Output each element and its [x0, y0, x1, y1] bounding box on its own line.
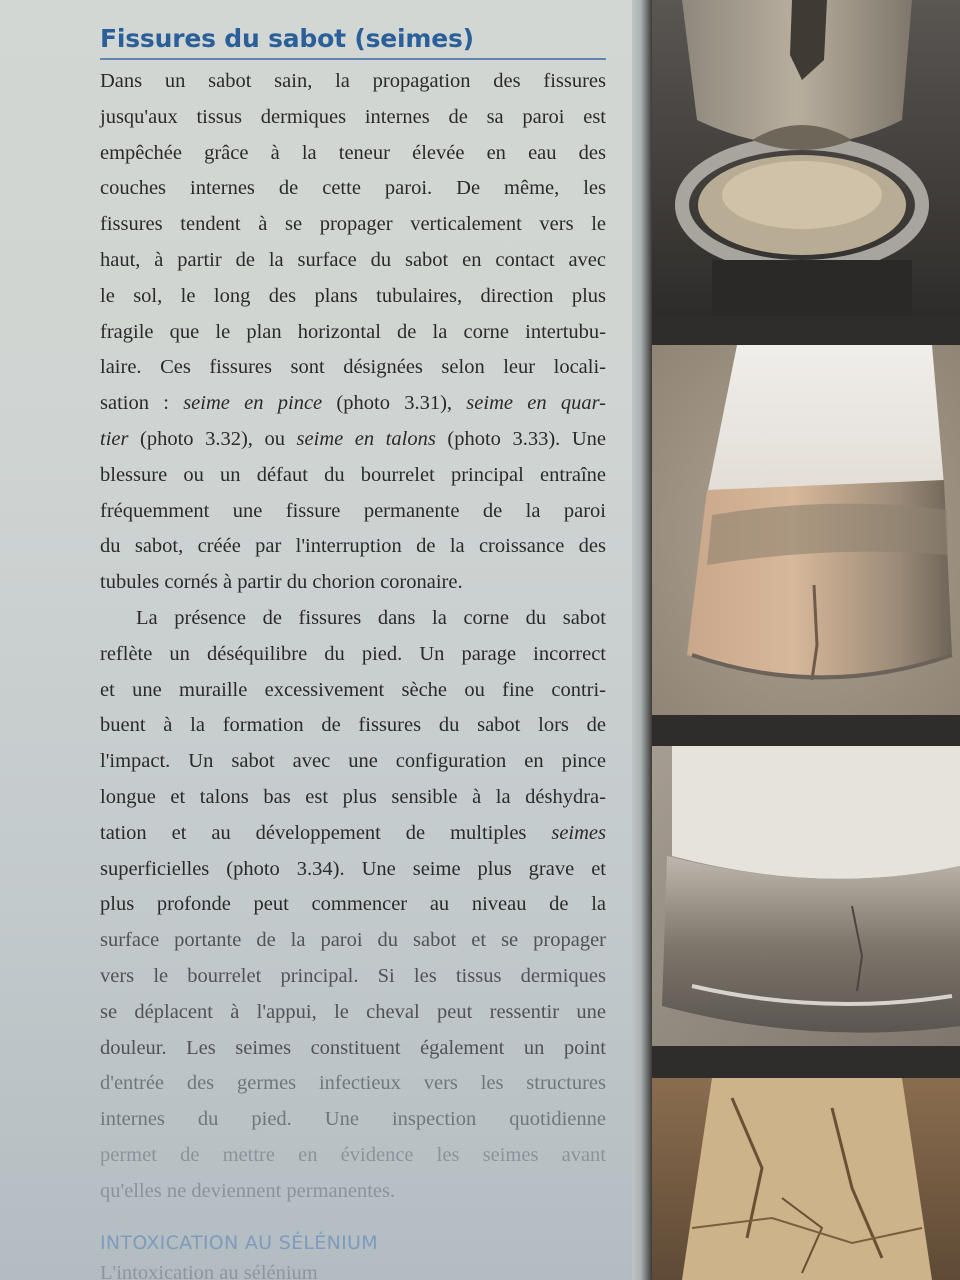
section-title: Fissures du sabot (seimes): [100, 24, 474, 53]
text-line: fragile que le plan horizontal de la corne intertubu-: [100, 320, 606, 343]
photo-hoof-shoe-underside: [652, 0, 960, 316]
emphasis-tier: tier: [100, 427, 129, 450]
text-line: buent à la formation de fissures du sabot lors de: [100, 714, 606, 737]
text-line: reflète un déséquilibre du pied. Un parage incorrect: [100, 642, 606, 665]
text-line: blessure ou un défaut du bourrelet principal entraîne: [100, 463, 606, 486]
emphasis-seimes: seimes: [551, 821, 606, 844]
text-line: et une muraille excessivement sèche ou fine contri-: [100, 678, 606, 701]
text-line: plus profonde peut commencer au niveau de la: [100, 893, 606, 916]
text-run: (photo 3.32), ou: [128, 427, 297, 450]
photo-hoof-heel-crack: [652, 1078, 960, 1280]
text-line: d'entrée des germes infectieux vers les structures: [100, 1072, 606, 1095]
text-line: Dans un sabot sain, la propagation des fissures: [100, 70, 606, 92]
text-line: l'impact. Un sabot avec une configuration en pince: [100, 750, 606, 773]
photo-hoof-toe-crack: [652, 345, 960, 715]
text-line: jusqu'aux tissus dermiques internes de sa paroi est: [100, 105, 606, 128]
text-line: permet de mettre en évidence les seimes avant: [100, 1143, 606, 1166]
photo-column: [652, 0, 960, 1280]
page-edge: [632, 0, 652, 1280]
text-line: [100, 422, 606, 458]
text-line: fissures tendent à se propager verticalement vers le: [100, 213, 606, 236]
emphasis-seime-en-quartier: seime en quar-: [466, 392, 606, 415]
text-line: empêchée grâce à la teneur élevée en eau des: [100, 141, 606, 164]
text-line: vers le bourrelet principal. Si les tissus dermiques: [100, 964, 606, 987]
text-run: (photo 3.33). Une: [435, 427, 606, 450]
text-line: fréquemment une fissure permanente de la paroi: [100, 499, 606, 522]
text-line: surface portante de la paroi du sabot et se propager: [100, 929, 606, 952]
text-line: longue et talons bas est plus sensible à la déshydra-: [100, 785, 606, 808]
photo-hoof-quarter-crack: [652, 746, 960, 1046]
text-line: [100, 386, 606, 422]
text-line: superficielles (photo 3.34). Une seime plus grave et: [100, 857, 606, 880]
text-line: se déplacent à l'appui, le cheval peut ressentir une: [100, 1000, 606, 1023]
text-run: (photo 3.31),: [322, 392, 467, 415]
text-line: le sol, le long des plans tubulaires, direction plus: [100, 284, 606, 307]
text-line: laire. Ces fissures sont désignées selon leur locali-: [100, 356, 606, 379]
text-line: tubules cornés à partir du chorion coronaire.: [100, 571, 463, 594]
title-rule: [100, 58, 606, 60]
text-line: qu'elles ne deviennent permanentes.: [100, 1179, 396, 1202]
text-line: [100, 816, 606, 852]
text-run: sation :: [100, 392, 184, 415]
text-line: douleur. Les seimes constituent également un point: [100, 1036, 606, 1059]
text-line: internes du pied. Une inspection quotidienne: [100, 1108, 606, 1131]
body-text: [100, 64, 606, 1210]
text-line: du sabot, créée par l'interruption de la croissance des: [100, 535, 606, 558]
next-section-first-line: L'intoxication au sélénium: [100, 1262, 318, 1280]
text-run: tation et au développement de multiples: [100, 821, 552, 844]
emphasis-seime-en-pince: seime en pince: [183, 392, 323, 415]
next-section-heading: INTOXICATION AU SÉLÉNIUM: [100, 1232, 378, 1254]
text-line: La présence de fissures dans la corne du sabot: [136, 606, 606, 629]
emphasis-seime-en-talons: seime en talons: [296, 427, 436, 450]
text-line: haut, à partir de la surface du sabot en contact avec: [100, 248, 606, 271]
text-line: couches internes de cette paroi. De même, les: [100, 177, 606, 200]
